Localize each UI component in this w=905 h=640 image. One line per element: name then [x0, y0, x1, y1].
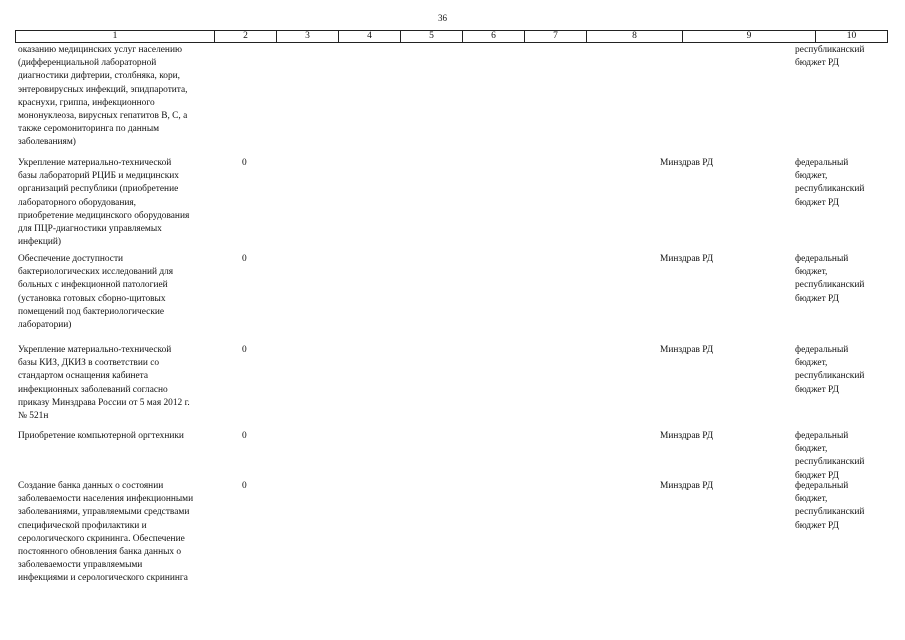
row-executor: Минздрав РД [660, 345, 714, 355]
column-header: 8 [587, 31, 683, 43]
row-executor: Минздрав РД [660, 481, 714, 491]
column-header: 6 [463, 31, 525, 43]
row-description: Приобретение компьютерной оргтехники [18, 431, 184, 441]
row-description: Укрепление материально-технической базы КИЗ, ДКИЗ в соответствии со стандартом оснащения кабинета инфекционных заболеваний согласно приказу Минздрава России от 5 мая 2012 г. № 521н [18, 345, 190, 422]
row-value: 0 [242, 431, 247, 441]
column-header: 1 [16, 31, 215, 43]
row-funding-source: федеральный бюджет, республиканский бюджет РД [795, 481, 865, 531]
row-description: Обеспечение доступности бактериологических исследований для больных с инфекционной патологией (установка готовых сборно-щитовых помещений под бактериологические лаборатории) [18, 254, 174, 331]
row-value: 0 [242, 481, 247, 491]
row-funding-source: федеральный бюджет, республиканский бюджет РД [795, 431, 865, 481]
row-value: 0 [242, 254, 247, 264]
row-description: Создание банка данных о состоянии заболеваемости населения инфекционными заболеваниями, управляемыми средствами специфической профилактики и серологического скрининга. Обеспечение постоянного обновления банка данных о заболеваемости управляемыми инфекциями и серологического скрининга [18, 481, 194, 584]
row-value: 0 [242, 345, 247, 355]
column-header: 7 [525, 31, 587, 43]
row-description: оказанию медицинских услуг населению (дифференциальной лабораторной диагностики дифтерии, столбняка, кори, энтеровирусных инфекций, эпидпаротита, краснухи, гриппа, инфекционного мононуклеоза, вирусных гепатитов В, С, а также серомониторинга по данным заболеваниям) [18, 45, 188, 148]
row-value: 0 [242, 158, 247, 168]
row-funding-source: федеральный бюджет, республиканский бюджет РД [795, 345, 865, 395]
column-header: 4 [339, 31, 401, 43]
row-description: Укрепление материально-технической базы лабораторий РЦИБ и медицинских организаций республики (приобретение лабораторного оборудования, приобретение медицинского оборудования для ПЦР-диагностики управляемых инфекций) [18, 158, 190, 248]
row-funding-source: федеральный бюджет, республиканский бюджет РД [795, 158, 865, 208]
row-funding-source: федеральный бюджет, республиканский бюджет РД [795, 254, 865, 304]
column-header: 2 [215, 31, 277, 43]
row-executor: Минздрав РД [660, 254, 714, 264]
page-number: 36 [438, 13, 447, 23]
column-header: 9 [683, 31, 816, 43]
row-executor: Минздрав РД [660, 431, 714, 441]
column-header: 5 [401, 31, 463, 43]
column-header: 3 [277, 31, 339, 43]
row-executor: Минздрав РД [660, 158, 714, 168]
column-header: 10 [816, 31, 888, 43]
row-funding-source: республиканский бюджет РД [795, 45, 865, 69]
